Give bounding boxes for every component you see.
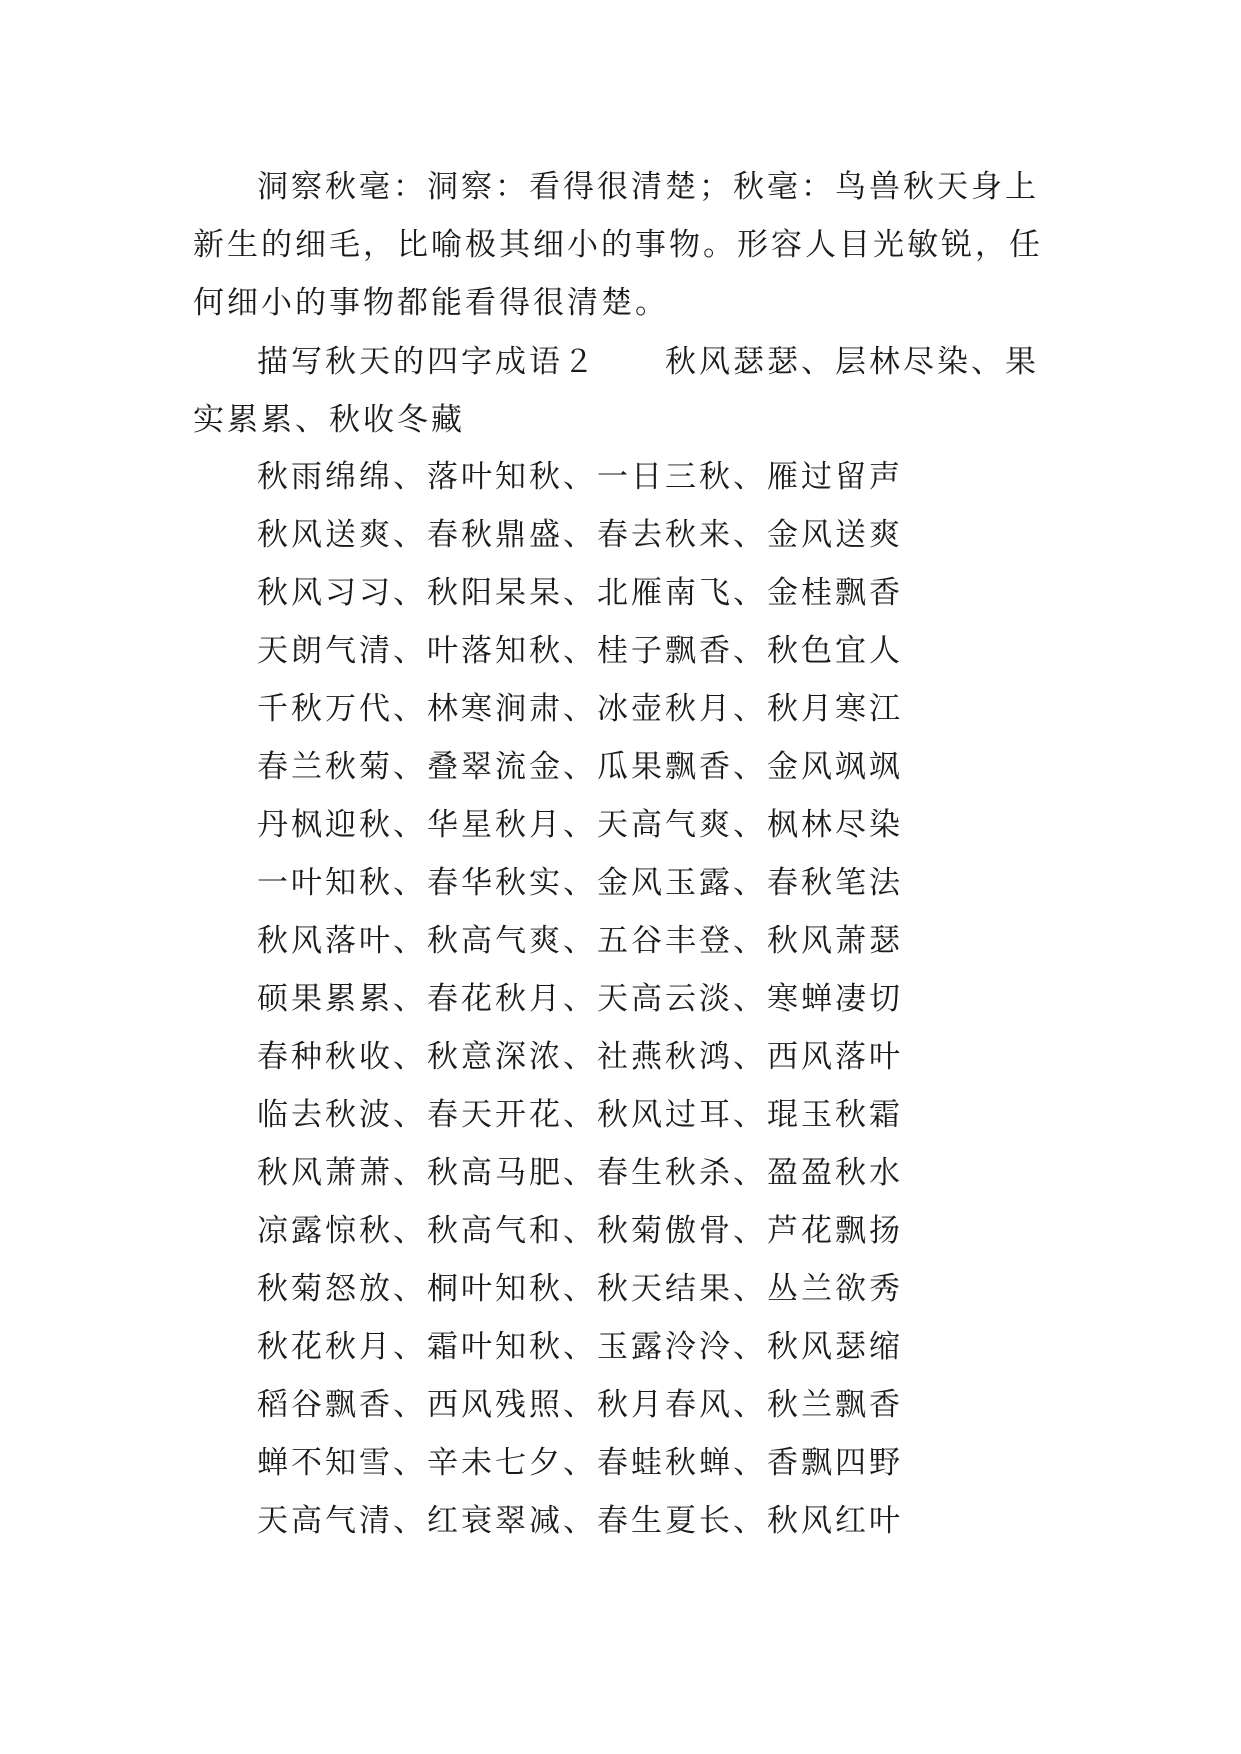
list-item: 天高气清、红衰翠减、春生夏长、秋风红叶 <box>257 1503 903 1539</box>
list-item: 蝉不知雪、辛未七夕、春蛙秋蝉、香飘四野 <box>257 1445 903 1481</box>
paragraph-section-heading: 描写秋天的四字成语２ 秋风瑟瑟、层林尽染、果实累累、秋收冬藏 <box>193 344 1039 438</box>
list-item: 秋风送爽、春秋鼎盛、春去秋来、金风送爽 <box>257 517 903 553</box>
list-item: 一叶知秋、春华秋实、金风玉露、春秋笔法 <box>257 865 903 901</box>
list-item: 秋风落叶、秋高气爽、五谷丰登、秋风萧瑟 <box>257 923 903 959</box>
list-item: 秋花秋月、霜叶知秋、玉露泠泠、秋风瑟缩 <box>257 1329 903 1365</box>
list-item: 秋菊怒放、桐叶知秋、秋天结果、丛兰欲秀 <box>257 1271 903 1307</box>
list-item: 春种秋收、秋意深浓、社燕秋鸿、西风落叶 <box>257 1039 903 1075</box>
list-item: 天朗气清、叶落知秋、桂子飘香、秋色宜人 <box>257 633 903 669</box>
list-item: 稻谷飘香、西风残照、秋月春风、秋兰飘香 <box>257 1387 903 1423</box>
list-item: 秋雨绵绵、落叶知秋、一日三秋、雁过留声 <box>257 459 903 495</box>
paragraph-dongcha-qiuhao: 洞察秋毫：洞察：看得很清楚；秋毫：鸟兽秋天身上新生的细毛，比喻极其细小的事物。形容人目光敏锐，任何细小的事物都能看得很清楚。 <box>193 169 1043 321</box>
list-item: 秋风萧萧、秋高马肥、春生秋杀、盈盈秋水 <box>257 1155 903 1191</box>
list-item: 春兰秋菊、叠翠流金、瓜果飘香、金风飒飒 <box>257 749 903 785</box>
list-item: 千秋万代、林寒涧肃、冰壶秋月、秋月寒江 <box>257 691 903 727</box>
list-item: 凉露惊秋、秋高气和、秋菊傲骨、芦花飘扬 <box>257 1213 903 1249</box>
list-item: 临去秋波、春天开花、秋风过耳、琨玉秋霜 <box>257 1097 903 1133</box>
list-item: 丹枫迎秋、华星秋月、天高气爽、枫林尽染 <box>257 807 903 843</box>
idiom-list <box>257 448 903 1550</box>
list-item: 秋风习习、秋阳杲杲、北雁南飞、金桂飘香 <box>257 575 903 611</box>
list-item: 硕果累累、春花秋月、天高云淡、寒蝉凄切 <box>257 981 903 1017</box>
